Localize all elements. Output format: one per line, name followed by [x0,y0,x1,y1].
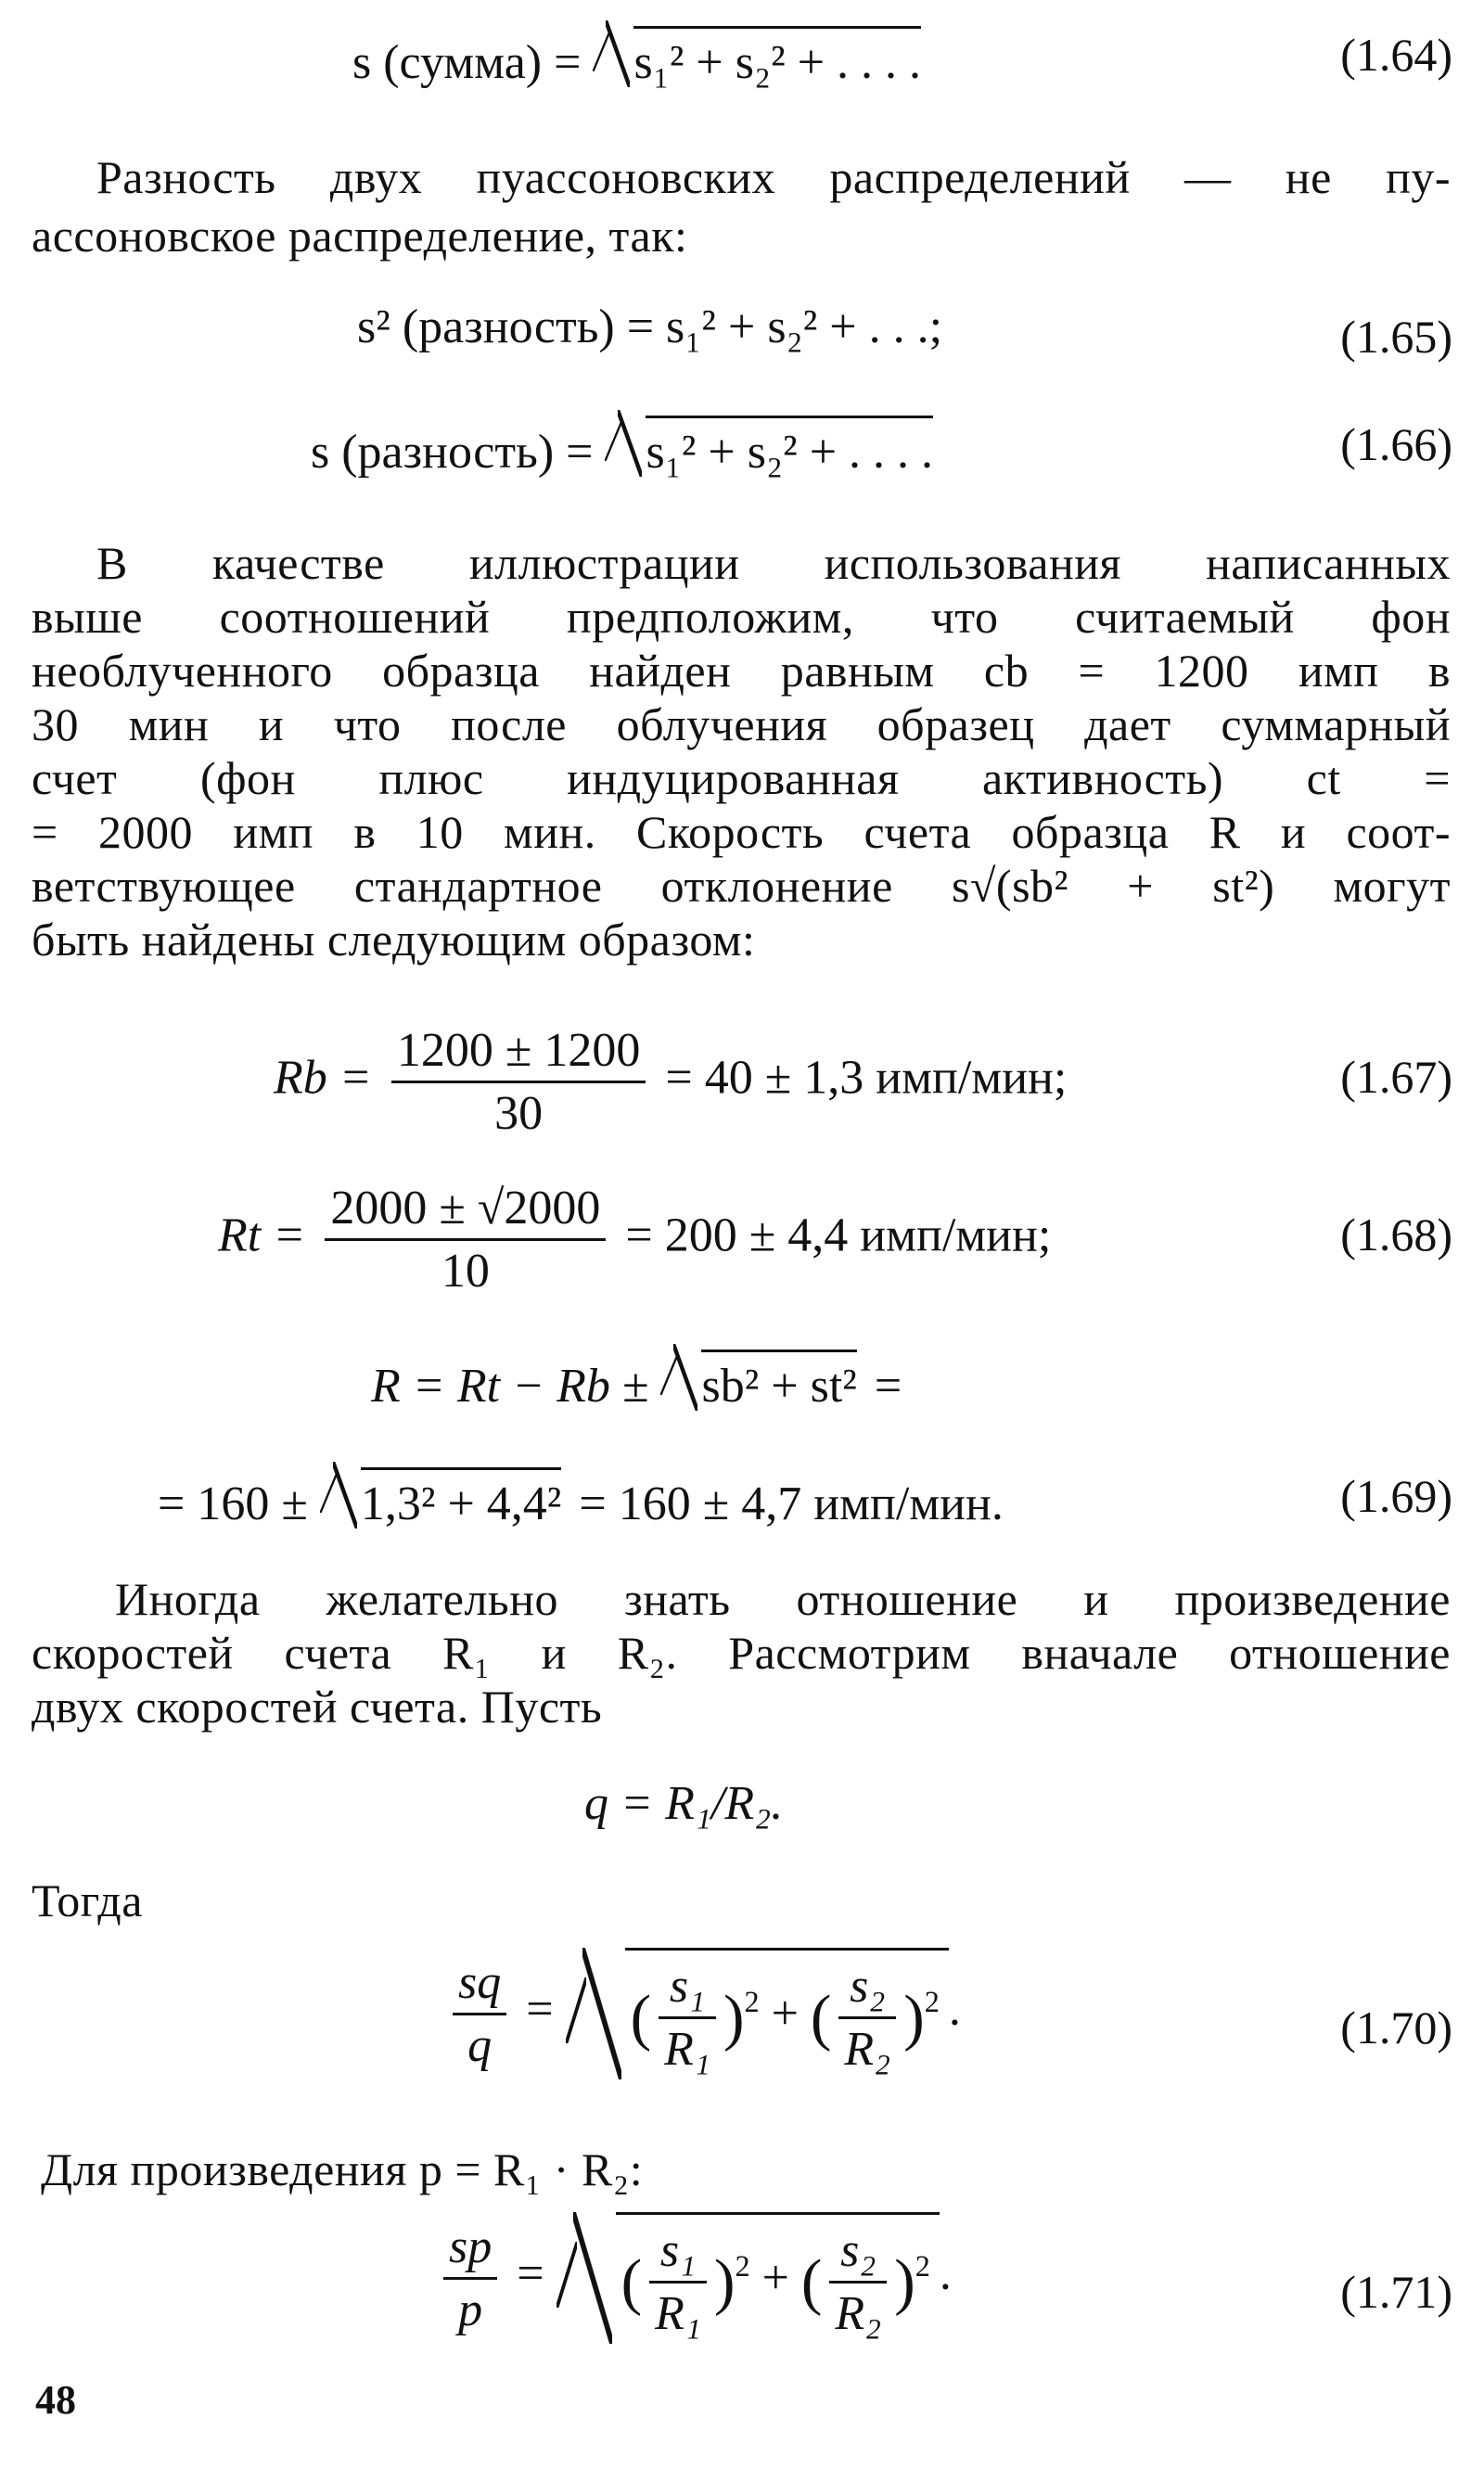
exponent: 2 [924,1985,940,2019]
equation-number: (1.68) [1340,1209,1452,1260]
fraction [829,2220,887,2344]
denominator: q [467,2018,493,2072]
numerator: 2000 ± √2000 [325,1178,606,1241]
equation-number: (1.69) [1340,1470,1452,1522]
radicand: ( $\frac{\text{s₁}}{\text{R₁}}$ )$^2$ + ( $\frac{\text{s₂}}{\text{R₂}}$ )$^2$ [625,1948,949,2079]
denominator: p [458,2283,483,2336]
numerator: s₂ [829,2220,887,2284]
equals-sign: = [517,2246,544,2300]
equation-rhs: = 40 ± 1,3 имп/мин; [665,1051,1068,1105]
exponent: 2 [915,2249,930,2284]
equation-1-67 [0,1020,1484,1150]
text-line: счет (фон плюс индуцированная активность) ct = [32,752,1451,804]
equation-lhs: Rt = [218,1209,306,1262]
equation-expression [274,1020,1067,1144]
radicand: 1,3² + 4,4² [361,1467,562,1534]
period: . [939,2246,952,2300]
text-line: ассоновское распределение, так: [32,209,688,262]
equation-expression: q = R₁/R₂. [584,1777,784,1830]
equation-expression: s² (разность) = s₁² + s₂² + . . .; [357,301,943,353]
equation-lhs: s (разность) = [311,426,594,479]
numerator: sq [453,1952,506,2015]
equation-expression [445,1948,961,2079]
denominator: R₂ [844,2023,891,2076]
text-line: Иногда желательно знать отношение и произведение [115,1573,1451,1625]
plus-sign: + [771,1987,799,2040]
equation-expression [436,2212,952,2344]
denominator: R₁ [664,2023,710,2076]
text-line: необлученного образца найден равным cb = 1200 имп в [32,645,1451,697]
exponent: 2 [735,2249,750,2284]
equation-lhs: Rb = [274,1051,372,1105]
text-line: выше соотношений предположим, что считаемый фон [32,591,1451,643]
equation-rhs: = [874,1360,902,1413]
equation-rhs: = 160 ± 4,7 имп/мин. [579,1478,1004,1530]
equation-lhs: R = Rt − Rb ± [371,1360,649,1413]
fraction [659,1956,716,2079]
radicand: ( $\frac{\text{s₁}}{\text{R₁}}$ )$^2$ + ( $\frac{\text{s₂}}{\text{R₂}}$ )$^2$ [616,2212,940,2344]
text-line: ветствующее стандартное отклонение s√(sb² + st²) могут [32,860,1451,912]
text-line: = 2000 имп в 10 мин. Скорость счета образца R и соот- [32,806,1451,858]
equation-1-70 [0,1948,1484,2124]
paragraph-poisson-difference [32,148,1451,264]
paragraph-then [32,1872,1451,1930]
fraction [325,1178,606,1301]
equation-1-64 [0,26,1484,109]
equation-ratio-definition [0,1773,1484,1857]
text-line: Разность двух пуассоновских распределений — не пу- [96,151,1451,203]
numerator: s₁ [659,1956,716,2019]
square-root [556,2212,940,2344]
text-line: 30 мин и что после облучения образец дает суммарный [32,698,1451,750]
text-line: Тогда [32,1874,143,1926]
equation-1-65 [0,297,1484,380]
square-root [660,1350,862,1416]
text-line: Для произведения p = R₁ · R₂: [41,2143,644,2195]
equation-1-69-line-2 [0,1467,1484,1551]
numerator: s₂ [838,1956,896,2019]
text-line: быть найдены следующим образом: [32,914,756,966]
paragraph-product [32,2141,1451,2199]
denominator: R₁ [655,2287,701,2340]
radicand: s₁² + s₂² + . . . . [633,26,921,93]
equation-expression [352,26,927,93]
radicand: sb² + st² [701,1350,856,1416]
numerator: sp [443,2217,497,2280]
paragraph-illustration [32,536,1451,966]
square-root [605,416,939,482]
fraction [649,2220,707,2344]
equation-expression [218,1178,1051,1301]
equation-number: (1.64) [1340,29,1452,81]
equation-number: (1.65) [1340,311,1452,363]
numerator: s₁ [649,2220,707,2284]
fraction [391,1020,646,1144]
equation-1-68 [0,1178,1484,1308]
equation-1-71 [0,2212,1484,2388]
equation-number: (1.70) [1340,2002,1452,2053]
equation-lhs: = 160 ± [158,1478,308,1530]
equation-rhs: = 200 ± 4,4 имп/мин; [625,1209,1052,1262]
denominator: 10 [441,1245,490,1298]
equation-expression [158,1467,1004,1534]
equals-sign: = [526,1982,554,2036]
fraction [838,1956,896,2079]
square-root [320,1467,568,1534]
text-line: двух скоростей счета. Пусть [32,1681,603,1733]
text-line: В качестве иллюстрации использования написанных [96,537,1451,589]
equation-lhs: s (сумма) = [352,36,582,89]
denominator: 30 [494,1087,544,1140]
equation-number: (1.66) [1340,418,1452,470]
period: . [948,1982,961,2036]
lhs-fraction [453,1952,506,2076]
equation-1-66 [0,416,1484,499]
equation-number: (1.67) [1340,1051,1452,1103]
radicand: s₁² + s₂² + . . . . [646,416,933,482]
square-root [566,1948,949,2079]
equation-expression [371,1350,902,1416]
paragraph-ratio-product [32,1572,1451,1733]
square-root [593,26,927,93]
equation-expression [311,416,939,482]
equation-1-69-line-1 [0,1350,1484,1433]
equation-number: (1.71) [1340,2266,1452,2318]
exponent: 2 [744,1985,760,2019]
text-line: скоростей счета R₁ и R₂. Рассмотрим вначале отношение [32,1627,1451,1679]
page-number: 48 [35,2377,76,2423]
denominator: R₂ [835,2287,882,2340]
plus-sign: + [761,2251,789,2305]
numerator: 1200 ± 1200 [391,1020,646,1083]
lhs-fraction [443,2217,497,2340]
